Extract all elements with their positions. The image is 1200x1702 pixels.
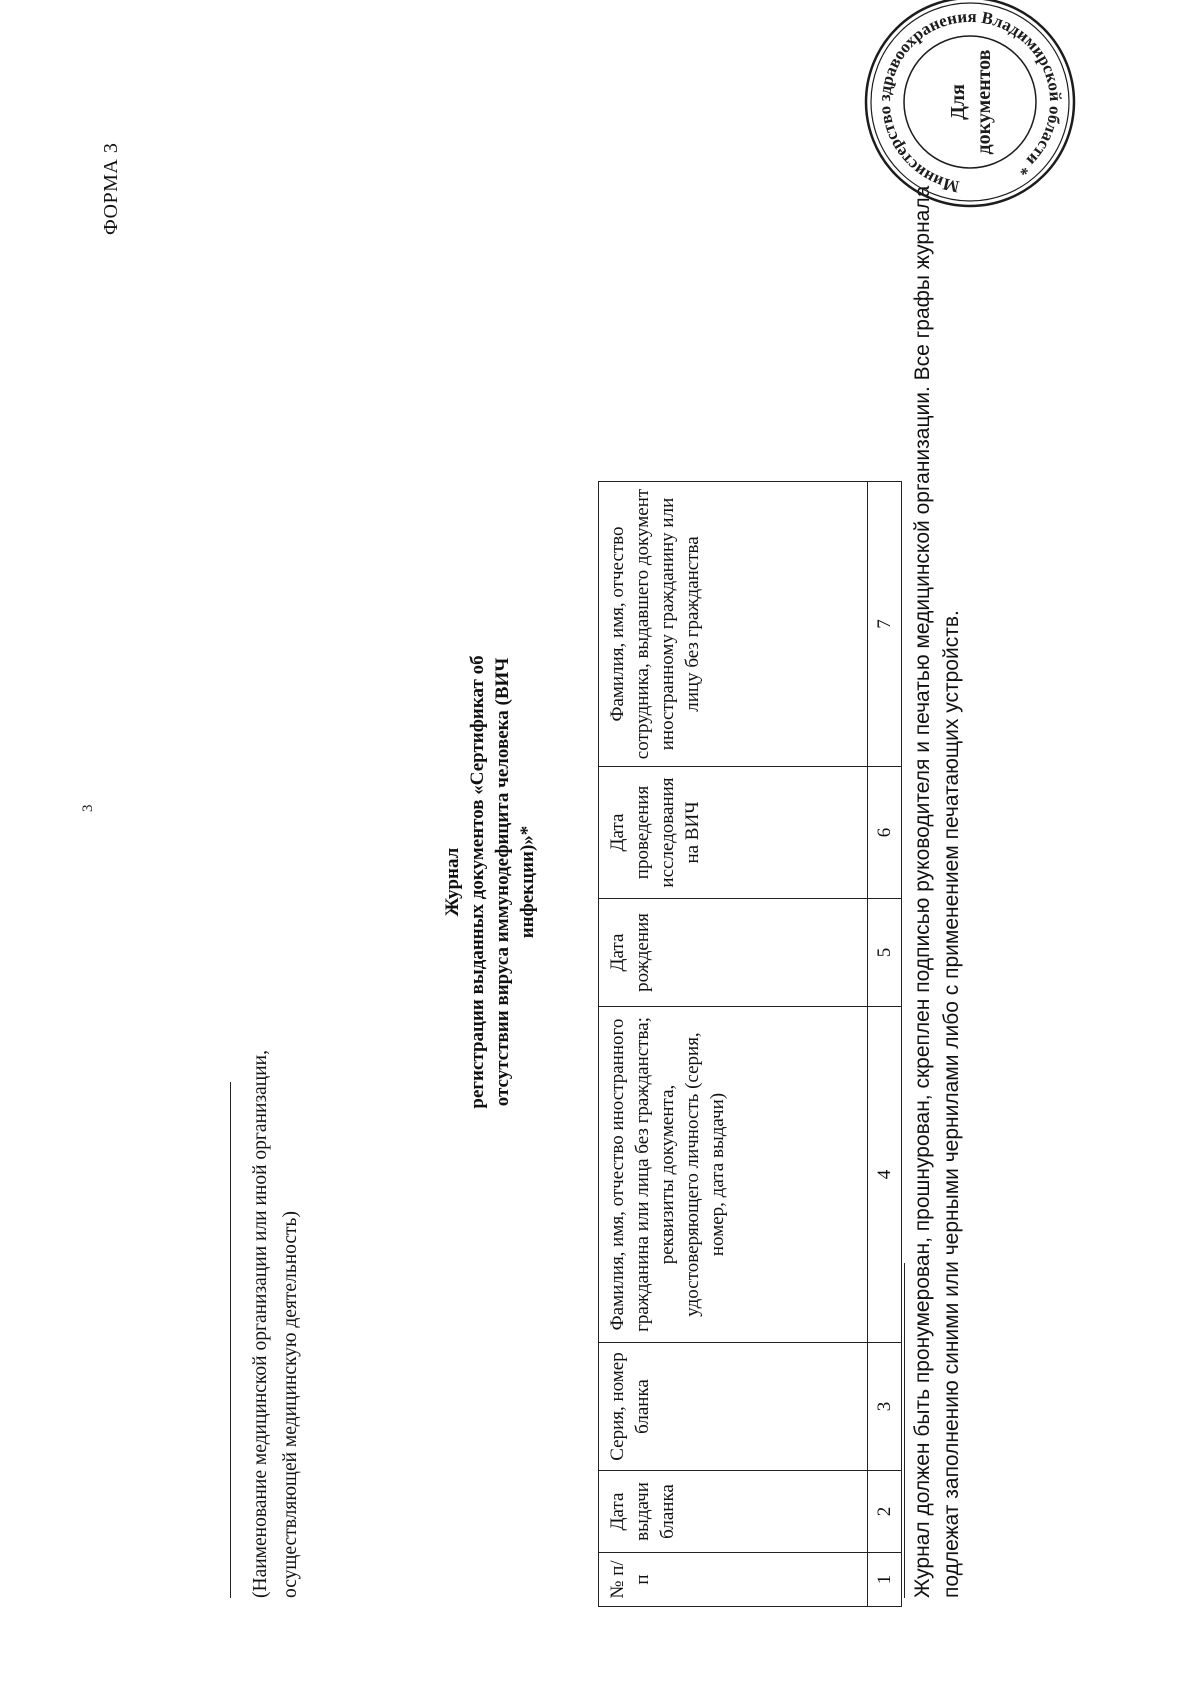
header-cell: Фамилия, имя, отчество иностранного гражданина или лица без гражданства; реквизиты документа, удостоверяющего личность (серия, номер, дата выдачи) — [599, 1007, 868, 1343]
header-cell: № п/п — [599, 1553, 868, 1607]
journal-title-line: регистрации выданных документов «Сертификат об — [467, 655, 488, 1109]
column-number-cell: 4 — [868, 1007, 902, 1343]
form-label: ФОРМА 3 — [100, 142, 122, 235]
stamp-ring-text: Министерство здравоохранения Владимирской области * — [874, 6, 1066, 197]
stamp-seal-icon — [860, 0, 1080, 212]
header-cell: Дата выдачи бланка — [599, 1471, 868, 1553]
journal-title-line: отсутствии вируса иммунодефицита человека (ВИЧ — [492, 657, 513, 1107]
journal-title-line: инфекции)»* — [517, 825, 538, 939]
page-number: 3 — [80, 804, 96, 812]
column-number-cell: 5 — [868, 899, 902, 1007]
journal-title-line: Журнал — [442, 847, 463, 917]
organization-caption: (Наименование медицинской организации или иной организации, осуществляющей медицинскую деятельность) — [250, 1050, 301, 1598]
header-cell: Дата проведения исследования на ВИЧ — [599, 767, 868, 899]
stamp-center-line: документов — [973, 49, 995, 155]
header-cell: Дата рождения — [599, 899, 868, 1007]
footnote-separator — [904, 1263, 905, 1598]
official-stamp — [860, 0, 1080, 212]
column-number-cell: 2 — [868, 1471, 902, 1553]
footnote: Журнал должен быть пронумерован, прошнурован, скреплен подписью руководителя и печатью медицинской организации. Все графы журнала подлежат заполнению синими или черными чернилами либо с применением печатающих устройств. — [911, 185, 963, 1598]
column-number-row — [868, 482, 902, 1607]
journal-title — [440, 622, 540, 1142]
organization-name-line — [230, 1082, 231, 1598]
column-number-cell: 7 — [868, 482, 902, 767]
column-number-cell: 6 — [868, 767, 902, 899]
registry-table — [598, 481, 902, 1607]
header-cell: Фамилия, имя, отчество сотрудника, выдавшего документ иностранному гражданину или лицу без гражданства — [599, 482, 868, 767]
table-header-row — [599, 482, 868, 1607]
stamp-center-line: Для — [947, 84, 969, 120]
column-number-cell: 3 — [868, 1343, 902, 1471]
header-cell: Серия, номер бланка — [599, 1343, 868, 1471]
column-number-cell: 1 — [868, 1553, 902, 1607]
